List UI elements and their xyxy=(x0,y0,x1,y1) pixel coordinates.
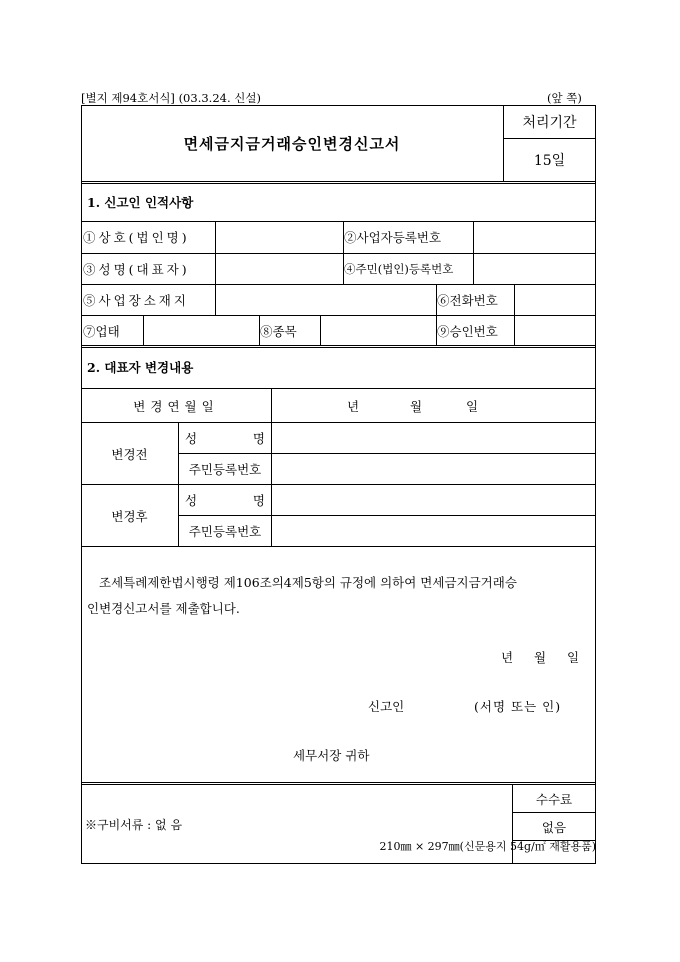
label-business-no: ②사업자등록번호 xyxy=(344,230,442,245)
fee-label: 수수료 xyxy=(535,791,573,807)
form-title: 면세금지금거래승인변경신고서 xyxy=(183,134,401,153)
change-date-year: 년 xyxy=(347,398,360,414)
change-date-label: 변경연월일 xyxy=(133,398,219,414)
fee-value: 없음 xyxy=(541,819,567,835)
declaration-line1: 조세특례제한법시행령 제106조의4제5항의 규정에 의하여 면세금지금거래승 xyxy=(99,575,517,590)
declaration-year: 년 xyxy=(501,650,514,665)
form-number: [별지 제94호서식] (03.3.24. 신설) xyxy=(81,91,261,105)
label-name-corp: ①상호(법인명) xyxy=(83,230,190,245)
signature-label: (서명 또는 인) xyxy=(474,699,562,714)
declaration-day: 일 xyxy=(567,650,580,665)
label-item: ⑧종목 xyxy=(260,324,297,339)
declaration-month: 월 xyxy=(534,650,547,665)
recipient-label: 세무서장 귀하 xyxy=(293,748,370,763)
after-name-label: 성 명 xyxy=(185,493,265,508)
label-resident-no: ④주민(법인)등록번호 xyxy=(344,262,454,276)
before-name-label: 성 명 xyxy=(185,431,265,446)
applicant-label: 신고인 xyxy=(368,699,405,714)
label-address: ⑤사업장소재지 xyxy=(83,293,189,308)
processing-period-label: 처리기간 xyxy=(522,114,577,131)
before-resident-label: 주민등록번호 xyxy=(188,462,262,477)
label-rep-name: ③성명(대표자) xyxy=(83,262,190,277)
report-form xyxy=(81,105,596,864)
section2-title: 2. 대표자 변경내용 xyxy=(87,360,194,375)
before-change-label: 변경전 xyxy=(111,446,148,462)
required-documents: ※구비서류 : 없 음 xyxy=(85,818,183,832)
section1-title: 1. 신고인 인적사항 xyxy=(87,195,194,210)
paper-spec: 210㎜ × 297㎜(신문용지 54g/㎡ 재활용품) xyxy=(379,840,596,853)
after-change-label: 변경후 xyxy=(111,508,148,524)
change-date-day: 일 xyxy=(466,398,479,414)
change-date-month: 월 xyxy=(410,398,423,414)
label-approval-no: ⑨승인번호 xyxy=(437,324,498,339)
processing-period-value: 15일 xyxy=(533,153,566,169)
declaration-line2: 인변경신고서를 제출합니다. xyxy=(87,601,240,616)
label-business-type: ⑦업태 xyxy=(83,324,120,339)
after-resident-label: 주민등록번호 xyxy=(188,524,262,539)
label-phone: ⑥전화번호 xyxy=(437,293,498,308)
page-side-label: (앞 쪽) xyxy=(547,91,582,105)
